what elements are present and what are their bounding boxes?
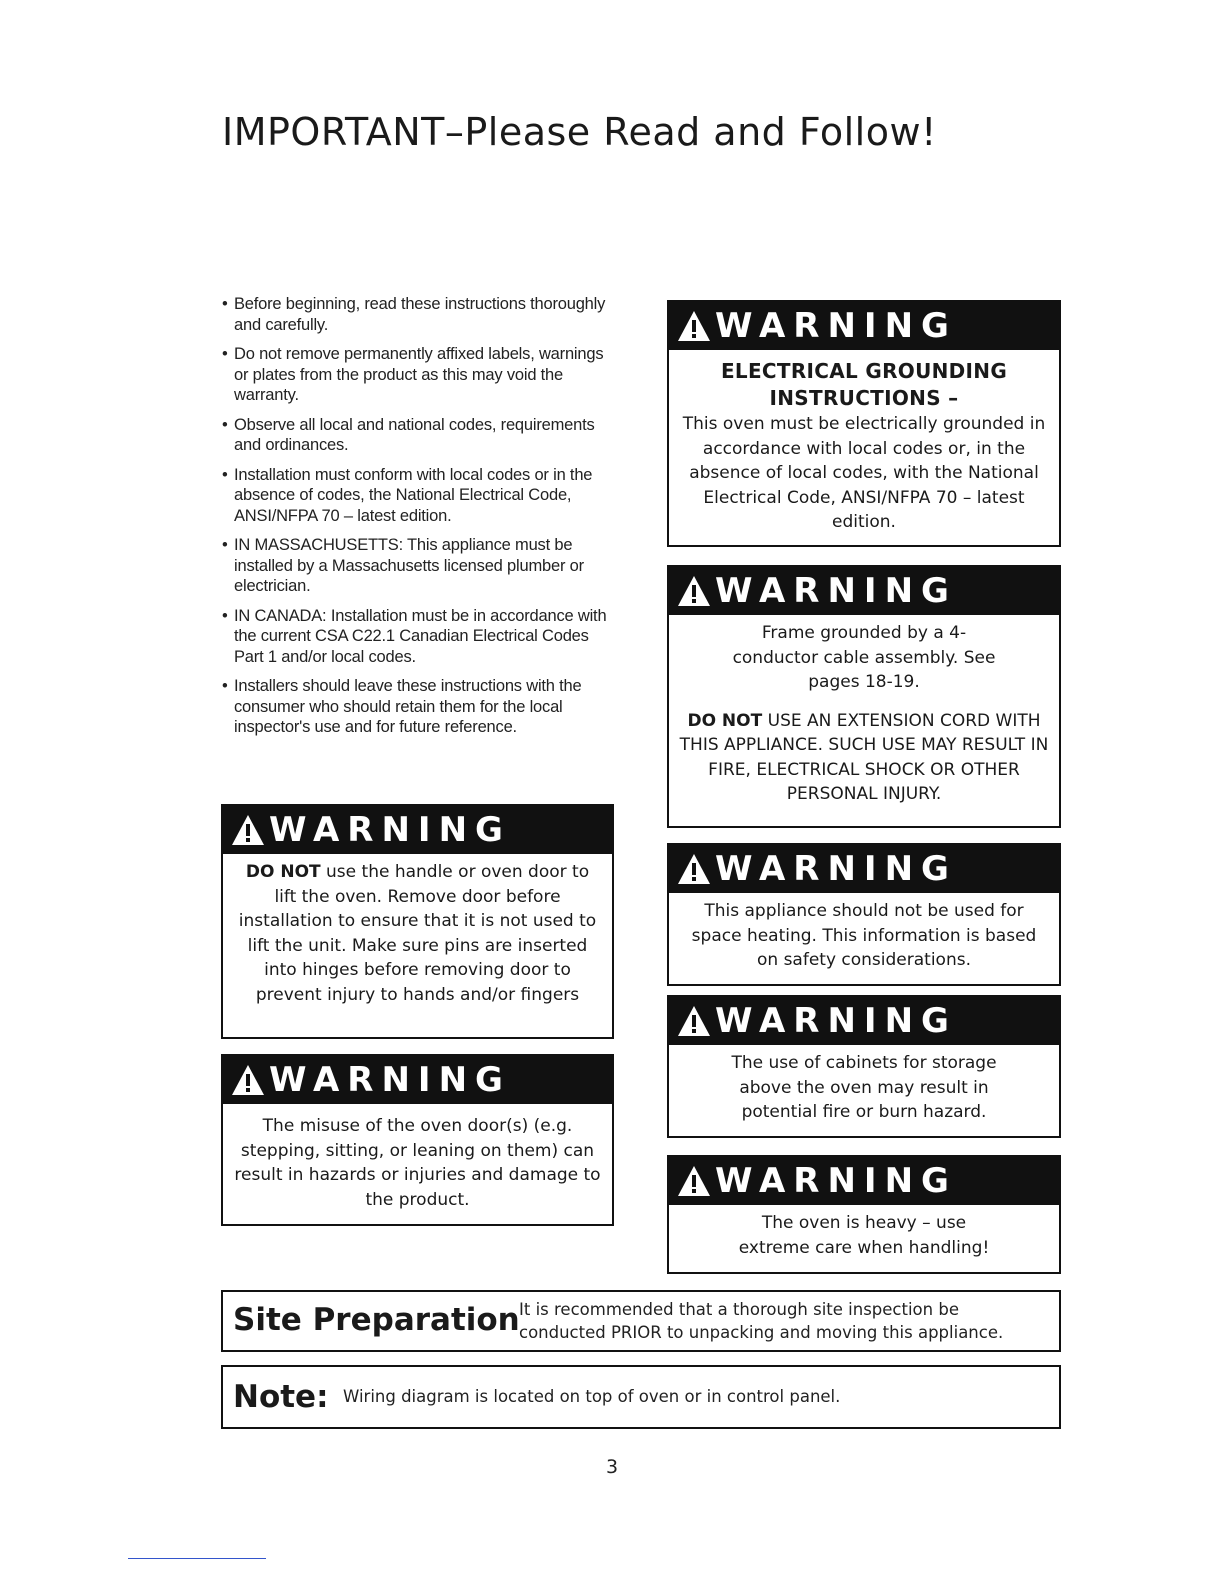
warning-triangle-icon [677, 853, 711, 885]
warning-box-heavy [667, 1155, 1061, 1274]
warning-body-text: The oven is heavy – use extreme care when handling! [738, 1213, 990, 1258]
list-item: • Observe all local and national codes, requirements and ordinances. [222, 415, 622, 456]
warning-box-space-heating [667, 843, 1061, 986]
warning-box-cabinets [667, 995, 1061, 1138]
warning-triangle-icon [677, 575, 711, 607]
warning-header [669, 567, 1059, 615]
warning-label: WARNING [715, 849, 957, 889]
warning-label: WARNING [715, 571, 957, 611]
warning-triangle-icon [677, 310, 711, 342]
list-item: • IN MASSACHUSETTS: This appliance must be installed by a Massachusetts licensed plumber or electrician. [222, 535, 622, 597]
note-title: Note: [233, 1379, 329, 1415]
footer-rule [128, 1558, 266, 1559]
warning-label: WARNING [269, 810, 511, 850]
warning-body-text: The misuse of the oven door(s) (e.g. stepping, sitting, or leaning on them) can result in hazards or injuries and damage to the product. [234, 1116, 601, 1210]
warning-triangle-icon [231, 814, 265, 846]
warning-text [223, 854, 612, 1015]
warning-triangle-icon [677, 1005, 711, 1037]
instructions-list [222, 294, 622, 747]
warning-header [223, 806, 612, 854]
warning-body-text: The use of cabinets for storage above the oven may result in potential fire or burn hazard. [731, 1053, 997, 1122]
warning-body-text: Frame grounded by a 4-conductor cable assembly. See pages 18-19. [732, 623, 996, 692]
list-item: • Installers should leave these instructions with the consumer who should retain them for the local inspector's use and for future reference. [222, 676, 622, 738]
warning-label: WARNING [269, 1060, 511, 1100]
warning-label: WARNING [715, 1161, 957, 1201]
note-text: Wiring diagram is located on top of oven or in control panel. [343, 1387, 841, 1406]
page-title: IMPORTANT–Please Read and Follow! [222, 110, 937, 154]
page-number: 3 [605, 1456, 619, 1478]
note-box [221, 1365, 1061, 1429]
warning-label: WARNING [715, 306, 957, 346]
warning-box-lift [221, 804, 614, 1039]
warning-header [669, 997, 1059, 1045]
warning-lead: DO NOT [687, 710, 763, 731]
site-preparation-title: Site Preparation [233, 1302, 520, 1338]
warning-box-frame [667, 565, 1061, 828]
list-item: • IN CANADA: Installation must be in accordance with the current CSA C22.1 Canadian Electrical Codes Part 1 and/or local codes. [222, 606, 622, 668]
warning-body-text: use the handle or oven door to lift the oven. Remove door before installation to ensure that it is not used to lift the unit. Make sure pins are inserted into hinges before removing door to prevent injury to hands and/or fingers [238, 862, 597, 1005]
site-preparation-box [221, 1290, 1061, 1352]
list-item: • Installation must conform with local codes or in the absence of codes, the National Electrical Code, ANSI/NFPA 70 – latest edition. [222, 465, 622, 527]
list-item: • Before beginning, read these instructions thoroughly and carefully. [222, 294, 622, 335]
warning-header [223, 1056, 612, 1104]
warning-body-text: This appliance should not be used for space heating. This information is based on safety considerations. [691, 901, 1037, 970]
warning-header [669, 1157, 1059, 1205]
warning-box-grounding [667, 300, 1061, 547]
warning-triangle-icon [677, 1165, 711, 1197]
warning-label: WARNING [715, 1001, 957, 1041]
warning-box-misuse [221, 1054, 614, 1226]
warning-body-text: This oven must be electrically grounded in accordance with local codes or, in the absence of local codes, with the National Electrical Code, ANSI/NFPA 70 – latest edition. [682, 414, 1046, 532]
warning-header [669, 302, 1059, 350]
warning-triangle-icon [231, 1064, 265, 1096]
warning-header [669, 845, 1059, 893]
site-preparation-text: It is recommended that a thorough site inspection be conducted PRIOR to unpacking and moving this appliance. [519, 1300, 1004, 1342]
grounding-title: ELECTRICAL GROUNDING INSTRUCTIONS – [720, 359, 1008, 410]
warning-body-text: USE AN EXTENSION CORD WITH THIS APPLIANCE. SUCH USE MAY RESULT IN FIRE, ELECTRICAL SHOCK OR OTHER PERSONAL INJURY. [679, 710, 1049, 804]
warning-lead: DO NOT [245, 862, 321, 882]
list-item: • Do not remove permanently affixed labels, warnings or plates from the product as this may void the warranty. [222, 344, 622, 406]
